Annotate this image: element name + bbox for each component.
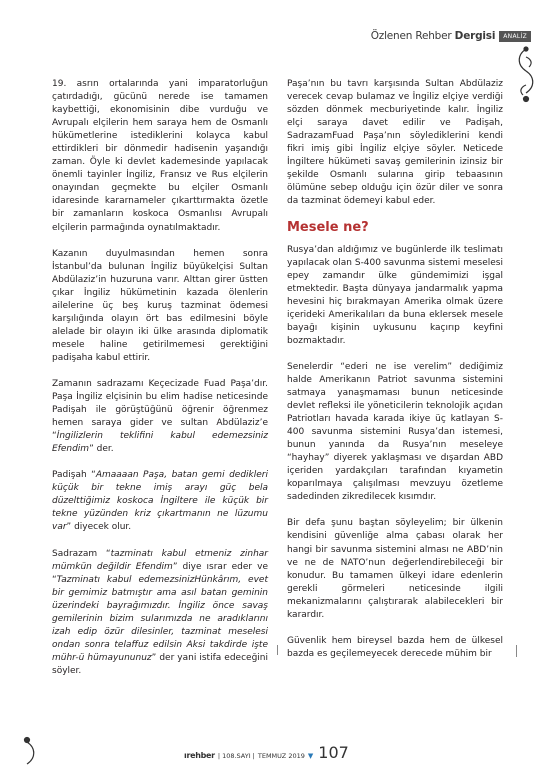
issue-date: TEMMUZ 2019 xyxy=(257,752,305,760)
paragraph: Senelerdir “ederi ne ise verelim” dediğimiz halde Amerikanın Patriot savunma sistemini satmaya yanaşmaması bunun neticesinde devlet refleksi ile yöneticilerin teknolojik açıdan Patriotları havada karada ikiye üç katlayan S-400 savunma sistemini Rusya’dan istemesi, bunun yanında da Rusya’nın meseleye “hayhay” diyerek yaklaşması ve dışardan ABD içeriden yardakçıları tarafından kıyametin koparılmaya çalışılması mevzuyu özetleme sadedinden zikredilecek kısımdır. xyxy=(287,361,503,503)
section-heading: Mesele ne? xyxy=(287,220,369,236)
paragraph: Zamanın sadrazamı Keçecizade Fuad Paşa’dır. Paşa İngiliz elçisinin bu elim hadise neticesinde Padişah ile görüştüğünü öğrenir öğrenmez hemen saraya gider ve sultan Abdülaziz’e “İngilizlerin teklifini kabul edemezsiniz Efendim” der. xyxy=(52,378,268,455)
paragraph: Bir defa şunu baştan söyleyelim; bir ülkenin kendisini güvenliğe alma çabası olarak her hangi bir savunma sistemini alması ne ABD’nin ve ne de NATO’nun değerlendirebileceği bir konudur. Bu tamamen ülkeyi idare edenlerin gerekli görmeleri neticesinde ilgili mekanizmalarını çalıştırarak alabilecekleri bir karardır. xyxy=(287,518,503,620)
section-tag: ANALİZ xyxy=(499,31,531,42)
page-number: 107 xyxy=(318,743,349,762)
magazine-name: Özlenen Rehber Dergisi xyxy=(370,30,496,42)
paragraph: 19. asrın ortalarında yani imparatorluğun çatırdadığı, gücünü nerede ise tamamen kaybettiği, ekonomisinin dibe vurduğu ve Avrupalı elçilerin hem saraya hem de Osmanlı hükümetlerine istediklerini kolayca kabul ettirdikleri bir dönmedir hadisenin yaşandığı zaman. Öyle ki devlet kademesinde yapılacak önemli tayinler İngiliz, Fransız ve Rus elçilerin onayından geçmekte bu elçiler Osmanlı idaresinde kararnameler çıkarttırmakta özetle bir zamanların koskoca Osmanlısı Avrupalı elçilerin parmağında oynatılmaktadır. xyxy=(52,79,268,233)
page-header xyxy=(371,28,531,44)
paragraph: Sadrazam “tazminatı kabul etmeniz zinhar mümkün değildir Efendim” diye ısrar eder ve “Tazminatı kabul edemezsinizHünkârım, evet bir gemimiz batmıştır ama asıl batan geminin üzerindeki bayrağımızdır. İngiliz önce savaş gemilerinin bizim sularımızda ne aradıklarını izah edip özür dilesinler, tazminat meselesi ondan sonra telaffuz edilsin Aksi takdirde işte mühr-ü hümayununuz” der yani istifa edeceğini söyler. xyxy=(52,548,268,676)
floral-ornament-icon xyxy=(513,45,539,105)
column-end-rule xyxy=(516,645,517,657)
left-column xyxy=(52,78,268,691)
column-end-rule xyxy=(277,645,278,655)
paragraph: Padişah “Amaaaan Paşa, batan gemi dedikleri küçük bir tekne imiş arayı güç bela düzelttiğimiz koskoca İngiltere ile küçük bir tekne yüzünden kriz çıkartmanın ne lüzumu var” diyecek olur. xyxy=(52,470,269,533)
footer-logo: ırehber xyxy=(184,751,215,760)
triangle-icon: ▼ xyxy=(307,752,314,760)
paragraph: Güvenlik hem bireysel bazda hem de ülkesel bazda es geçilemeyecek derecede mühim bir xyxy=(287,635,503,659)
floral-ornament-icon xyxy=(14,736,40,766)
page-footer xyxy=(184,743,349,762)
paragraph: Rusya’dan aldığımız ve bugünlerde ilk teslimatı yapılacak olan S-400 savunma sistemi meselesi epey zamandır ülke gündemimizi işgal etmektedir. Başta dünyaya jandarmalık yapma hevesini hiç bırakmayan Amerika olmak üzere içerideki Amerikalıları da buna eklersek mesele bayağı kişinin uykusunu kaçırıp keyfini bozmaktadır. xyxy=(287,244,503,346)
right-column xyxy=(287,78,503,674)
paragraph: Kazanın duyulmasından hemen sonra İstanbul’da bulunan İngiliz büyükelçisi Sultan Abdülaziz’in huzuruna varır. Alttan girer üstten çıkar İngiliz hükümetinin kazada ölenlerin ailelerine üç beş kuruş tazminat ödemesi karşılığında olayın ört bas edilmesini böyle alelade bir olayın iki ülke arasında diplomatik mesele haline getirilmemesi gerektiğini padişaha kabul ettirir. xyxy=(52,248,268,363)
paragraph: Paşa’nın bu tavrı karşısında Sultan Abdülaziz verecek cevap bulamaz ve İngiliz elçiye verdiği sözden dönmek mecburiyetinde kalır. İngiliz elçi saraya davet edilir ve Padişah, SadrazamFuad Paşa’nın söylediklerini kendi fikri imiş gibi İngiliz elçiye söyler. Neticede İngiltere hükümeti savaş gemilerinin izinsiz bir şekilde Osmanlı sularına girip tebaasının ölümüne sebep olduğu için özür diler ve sonra da tazminat ödemeyi kabul eder. xyxy=(287,79,503,207)
issue-number: | 108.SAYI | xyxy=(217,752,255,760)
